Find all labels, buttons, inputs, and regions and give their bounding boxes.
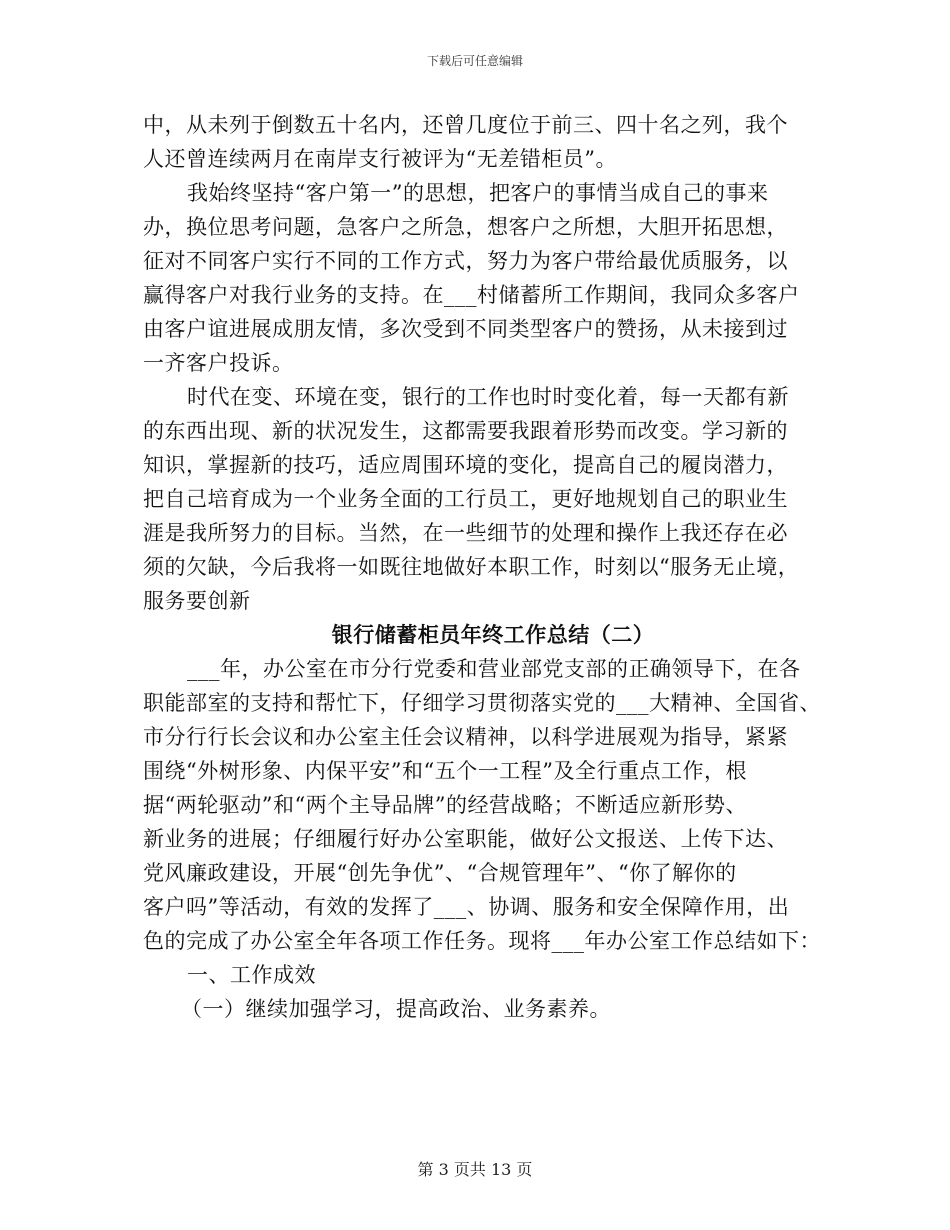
text-line: 据“两轮驱动”和“两个主导品牌”的经营战略；不断适应新形势、 (143, 793, 747, 817)
text-line: 党风廉政建设，开展“创先争优”、“合规管理年”、“你了解你的 (143, 861, 737, 885)
document-body (143, 108, 823, 1026)
text-line: 办，换位思考问题，急客户之所急，想客户之所想，大胆开拓思想， (143, 215, 788, 239)
paragraph-start: 我始终坚持“客户第一”的思想，把客户的事情当成自己的事来 (187, 181, 769, 205)
text-line: 知识，掌握新的技巧，适应周围环境的变化，提高自己的履岗潜力， (143, 453, 788, 477)
section-heading: 一、工作成效 (187, 963, 316, 987)
text-line: 的东西出现、新的状况发生，这都需要我跟着形势而改变。学习新的 (143, 419, 788, 443)
text-line: 人还曾连续两月在南岸支行被评为“无差错柜员”。 (143, 147, 617, 171)
text-line: 客户吗”等活动，有效的发挥了___、协调、服务和安全保障作用，出 (143, 895, 790, 919)
paragraph-start: ___年，办公室在市分行党委和营业部党支部的正确领导下，在各 (187, 657, 801, 681)
text-line: 赢得客户对我行业务的支持。在___村储蓄所工作期间，我同众多客户 (143, 283, 800, 307)
text-line: 市分行行长会议和办公室主任会议精神，以科学进展观为指导，紧紧 (143, 725, 788, 749)
text-line: 须的欠缺，今后我将一如既往地做好本职工作，时刻以“服务无止境， (143, 555, 800, 579)
text-line: 色的完成了办公室全年各项工作任务。现将___年办公室工作总结如下： (143, 929, 821, 953)
paragraph-start: 时代在变、环境在变，银行的工作也时时变化着，每一天都有新 (187, 385, 789, 409)
text-line: 把自己培育成为一个业务全面的工行员工，更好地规划自己的职业生 (143, 487, 788, 511)
text-line: 涯是我所努力的目标。当然，在一些细节的处理和操作上我还存在必 (143, 521, 788, 545)
subsection-heading: （一）继续加强学习，提高政治、业务素养。 (181, 997, 611, 1021)
text-line: 围绕“外树形象、内保平安”和“五个一工程”及全行重点工作，根 (143, 759, 747, 783)
page-footer: 第 3 页共 13 页 (417, 1160, 533, 1179)
text-line: 一齐客户投诉。 (143, 351, 294, 375)
text-line: 征对不同客户实行不同的工作方式，努力为客户带给最优质服务，以 (143, 249, 788, 273)
text-line: 职能部室的支持和帮忙下，仔细学习贯彻落实党的___大精神、全国省、 (143, 691, 821, 715)
page-header: 下载后可任意编辑 (426, 54, 523, 68)
section-title: 银行储蓄柜员年终工作总结（二） (331, 622, 655, 647)
text-line: 新业务的进展；仔细履行好办公室职能，做好公文报送、上传下达、 (143, 827, 788, 851)
text-line: 由客户谊进展成朋友情，多次受到不同类型客户的赞扬，从未接到过 (143, 317, 788, 341)
text-line: 服务要创新 (143, 589, 251, 613)
text-line: 中，从未列于倒数五十名内，还曾几度位于前三、四十名之列，我个 (143, 113, 788, 137)
